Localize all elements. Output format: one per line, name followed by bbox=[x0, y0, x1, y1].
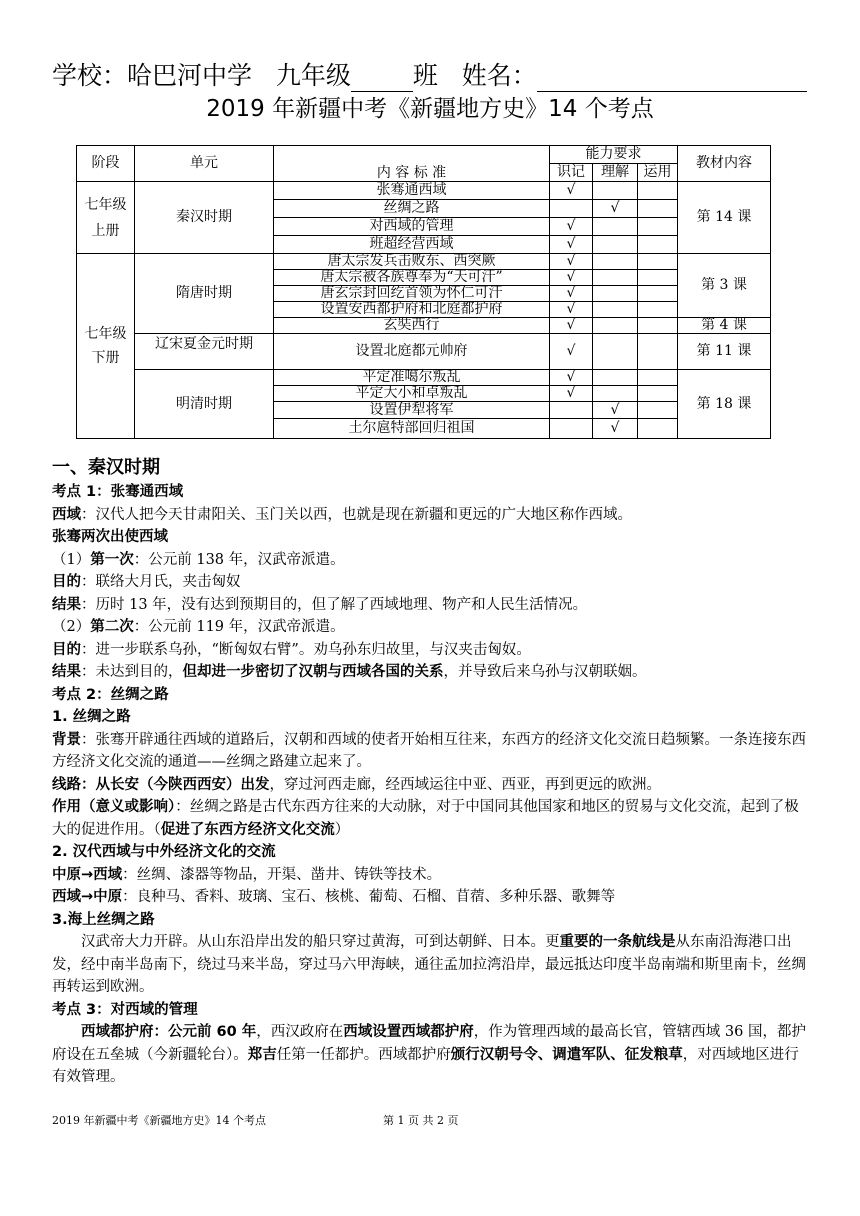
text: ，对西域地区进行有效管理。 bbox=[52, 1046, 799, 1085]
apply-mark bbox=[638, 419, 678, 439]
row-content: 唐太宗发兵击败东、西突厥 bbox=[274, 254, 550, 270]
textbook-lesson: 第 18 课 bbox=[678, 370, 771, 439]
kaodian-heading: 考点 1：张骞通西域 bbox=[52, 484, 184, 500]
text: （1） bbox=[52, 551, 91, 568]
emphasis: 促进了东西方经济文化交流 bbox=[160, 821, 335, 838]
understand-mark bbox=[593, 218, 638, 236]
th-recall: 识记 bbox=[550, 164, 593, 182]
standards-table bbox=[76, 145, 771, 439]
th-content: 内 容 标 准 bbox=[274, 146, 550, 182]
text: ，作为管理西域的最高长官，管辖西域 36 国，都护府设在五垒城（今新疆轮台）。 bbox=[52, 1024, 806, 1063]
term-label: 第二次 bbox=[90, 619, 134, 635]
term-label: 西域→中原 bbox=[52, 889, 123, 905]
th-textbook: 教材内容 bbox=[678, 146, 771, 182]
paragraph bbox=[52, 796, 812, 841]
text: ，穿过河西走廊，经西域运往中亚、西亚，再到更远的欧洲。 bbox=[269, 776, 661, 793]
paragraph bbox=[52, 639, 812, 662]
understand-mark bbox=[593, 302, 638, 318]
th-stage: 阶段 bbox=[77, 146, 135, 182]
recall-mark: √ bbox=[550, 334, 593, 370]
row-content: 唐太宗被各族尊奉为“天可汗” bbox=[274, 270, 550, 286]
text: ：联络大月氏，夹击匈奴 bbox=[81, 574, 241, 590]
understand-mark bbox=[593, 286, 638, 302]
school-label: 学校：哈巴河中学 bbox=[52, 61, 253, 90]
understand-mark: √ bbox=[593, 419, 638, 439]
stage-grade7-second: 七年级 下册 bbox=[77, 254, 135, 439]
apply-mark bbox=[638, 254, 678, 270]
row-content: 张骞通西域 bbox=[274, 182, 550, 200]
recall-mark: √ bbox=[550, 286, 593, 302]
term-label: 目的 bbox=[52, 641, 81, 658]
footer-title: 2019 年新疆中考《新疆地方史》14 个考点 bbox=[52, 1114, 266, 1127]
text: ） bbox=[334, 821, 350, 838]
term-label: 线路：从长安（今陕西西安）出发 bbox=[52, 776, 270, 793]
text: ：良种马、香料、玻璃、宝石、核桃、葡萄、石榴、苜蓿、多种乐器、歌舞等 bbox=[122, 889, 616, 905]
understand-mark: √ bbox=[593, 402, 638, 419]
row-content: 对西域的管理 bbox=[274, 218, 550, 236]
recall-mark: √ bbox=[550, 236, 593, 254]
th-ability: 能力要求 bbox=[550, 146, 678, 164]
text: ：公元前 138 年，汉武帝派遣。 bbox=[133, 551, 345, 568]
unit-mingqing: 明清时期 bbox=[135, 370, 274, 439]
apply-mark bbox=[638, 302, 678, 318]
row-content: 土尔扈特部回归祖国 bbox=[274, 419, 550, 439]
text: 任第一任都护。西域都护府 bbox=[276, 1046, 451, 1063]
term-label: 中原→西域 bbox=[52, 866, 123, 883]
term-label: 结果 bbox=[52, 664, 81, 680]
unit-qinhan: 秦汉时期 bbox=[135, 182, 274, 254]
emphasis: 颁行汉朝号令、调遣军队、征发粮草 bbox=[450, 1046, 683, 1063]
row-content: 班超经营西域 bbox=[274, 236, 550, 254]
text: ：汉代人把今天甘肃阳关、玉门关以西，也就是现在新疆和更远的广大地区称作西域。 bbox=[81, 506, 632, 523]
recall-mark bbox=[550, 200, 593, 218]
term-label: 作用（意义或影响） bbox=[52, 799, 176, 815]
understand-mark bbox=[593, 270, 638, 286]
paragraph bbox=[52, 661, 812, 684]
unit-suitang: 隋唐时期 bbox=[135, 254, 274, 334]
text: ：张骞开辟通往西域的道路后，汉朝和西域的使者开始相互往来，东西方的经济文化交流日趋频繁。一条连接东西方经济文化交流的通道——丝绸之路建立起来了。 bbox=[52, 731, 806, 770]
apply-mark bbox=[638, 370, 678, 386]
text: ：历时 13 年，没有达到预期目的，但了解了西域地理、物产和人民生活情况。 bbox=[81, 596, 588, 613]
apply-mark bbox=[638, 236, 678, 254]
name-blank[interactable] bbox=[537, 65, 807, 92]
th-understand: 理解 bbox=[593, 164, 638, 182]
th-unit: 单元 bbox=[135, 146, 274, 182]
header-line bbox=[52, 56, 807, 92]
understand-mark bbox=[593, 370, 638, 386]
apply-mark bbox=[638, 200, 678, 218]
emphasis: 郑吉 bbox=[247, 1046, 277, 1063]
paragraph bbox=[52, 886, 812, 909]
text: 从东南沿海港口出发，经中南半岛南下，绕过马来半岛，穿过马六甲海峡，通往孟加拉湾沿岸，最远抵达印度半岛南端和斯里南卡，丝绸再转运到欧洲。 bbox=[52, 934, 806, 995]
footer-page-number: 第 1 页 共 2 页 bbox=[383, 1114, 459, 1127]
th-apply: 运用 bbox=[638, 164, 678, 182]
apply-mark bbox=[638, 286, 678, 302]
subheading: 2. 汉代西域与中外经济文化的交流 bbox=[52, 844, 276, 860]
text: ，并导致后来乌孙与汉朝联姻。 bbox=[443, 664, 647, 680]
apply-mark bbox=[638, 182, 678, 200]
textbook-lesson: 第 3 课 bbox=[678, 254, 771, 318]
term-label: 目的 bbox=[52, 574, 81, 590]
recall-mark: √ bbox=[550, 318, 593, 334]
apply-mark bbox=[638, 402, 678, 419]
text: ：未达到目的， bbox=[81, 664, 183, 680]
row-content: 设置安西都护府和北庭都护府 bbox=[274, 302, 550, 318]
term-label: 背景 bbox=[52, 731, 81, 748]
apply-mark bbox=[638, 386, 678, 402]
kaodian-heading: 考点 3：对西域的管理 bbox=[52, 1001, 198, 1018]
understand-mark bbox=[593, 254, 638, 270]
subheading: 张骞两次出使西域 bbox=[52, 529, 168, 545]
row-content: 玄奘西行 bbox=[274, 318, 550, 334]
paragraph bbox=[52, 549, 812, 572]
row-content: 平定准噶尔叛乱 bbox=[274, 370, 550, 386]
paragraph bbox=[52, 594, 812, 617]
class-label: 班 bbox=[412, 61, 438, 90]
term-label: 第一次 bbox=[90, 551, 134, 568]
recall-mark: √ bbox=[550, 386, 593, 402]
understand-mark bbox=[593, 318, 638, 334]
paragraph bbox=[52, 729, 812, 774]
recall-mark: √ bbox=[550, 302, 593, 318]
recall-mark: √ bbox=[550, 182, 593, 200]
textbook-lesson: 第 14 课 bbox=[678, 182, 771, 254]
name-label: 姓名： bbox=[461, 61, 537, 90]
apply-mark bbox=[638, 270, 678, 286]
paragraph bbox=[52, 504, 812, 527]
unit-liaosong: 辽宋夏金元时期 bbox=[135, 334, 274, 370]
class-blank[interactable] bbox=[351, 65, 413, 92]
paragraph bbox=[52, 1021, 812, 1089]
row-content: 平定大小和卓叛乱 bbox=[274, 386, 550, 402]
body-text bbox=[52, 455, 812, 1089]
text: 汉武帝大力开辟。从山东沿岸出发的船只穿过黄海，可到达朝鲜、日本。更 bbox=[81, 934, 560, 950]
emphasis: 但却进一步密切了汉朝与西域各国的关系 bbox=[182, 664, 444, 680]
recall-mark: √ bbox=[550, 370, 593, 386]
recall-mark bbox=[550, 402, 593, 419]
textbook-lesson: 第 11 课 bbox=[678, 334, 771, 370]
understand-mark: √ bbox=[593, 200, 638, 218]
understand-mark bbox=[593, 236, 638, 254]
page-title: 2019 年新疆中考《新疆地方史》14 个考点 bbox=[206, 96, 654, 122]
apply-mark bbox=[638, 218, 678, 236]
term-label: 西域都护府：公元前 60 年 bbox=[81, 1024, 257, 1040]
recall-mark: √ bbox=[550, 270, 593, 286]
paragraph bbox=[52, 616, 812, 639]
recall-mark: √ bbox=[550, 218, 593, 236]
emphasis: 重要的一条航线是 bbox=[559, 934, 676, 950]
paragraph bbox=[52, 931, 812, 999]
row-content: 唐玄宗封回纥首领为怀仁可汗 bbox=[274, 286, 550, 302]
understand-mark bbox=[593, 182, 638, 200]
section-heading: 一、秦汉时期 bbox=[52, 457, 160, 478]
apply-mark bbox=[638, 318, 678, 334]
text: ：丝绸之路是古代东西方往来的大动脉，对于中国同其他国家和地区的贸易与文化交流，起到了极大的促进作用。（ bbox=[52, 799, 799, 838]
subheading: 3.海上丝绸之路 bbox=[52, 911, 155, 928]
text: （2） bbox=[52, 619, 91, 635]
emphasis: 西域设置西域都护府 bbox=[343, 1024, 474, 1040]
row-content: 设置伊犁将军 bbox=[274, 402, 550, 419]
textbook-lesson: 第 4 课 bbox=[678, 318, 771, 334]
paragraph bbox=[52, 864, 812, 887]
stage-grade7-first: 七年级 上册 bbox=[77, 182, 135, 254]
paragraph bbox=[52, 774, 812, 797]
recall-mark bbox=[550, 419, 593, 439]
text: ：进一步联系乌孙，“断匈奴右臂”。劝乌孙东归故里，与汉夹击匈奴。 bbox=[81, 641, 531, 658]
kaodian-heading: 考点 2：丝绸之路 bbox=[52, 686, 169, 703]
understand-mark bbox=[593, 334, 638, 370]
text: ，西汉政府在 bbox=[256, 1024, 344, 1040]
grade-label: 九年级 bbox=[275, 61, 351, 90]
recall-mark: √ bbox=[550, 254, 593, 270]
term-label: 结果 bbox=[52, 596, 81, 613]
apply-mark bbox=[638, 334, 678, 370]
row-content: 设置北庭都元帅府 bbox=[274, 334, 550, 370]
row-content: 丝绸之路 bbox=[274, 200, 550, 218]
understand-mark bbox=[593, 386, 638, 402]
term-label: 西域 bbox=[52, 506, 81, 523]
text: ：公元前 119 年，汉武帝派遣。 bbox=[133, 619, 345, 635]
paragraph bbox=[52, 571, 812, 594]
subheading: 1. 丝绸之路 bbox=[52, 709, 131, 725]
text: ：丝绸、漆器等物品，开渠、凿井、铸铁等技术。 bbox=[122, 866, 442, 883]
